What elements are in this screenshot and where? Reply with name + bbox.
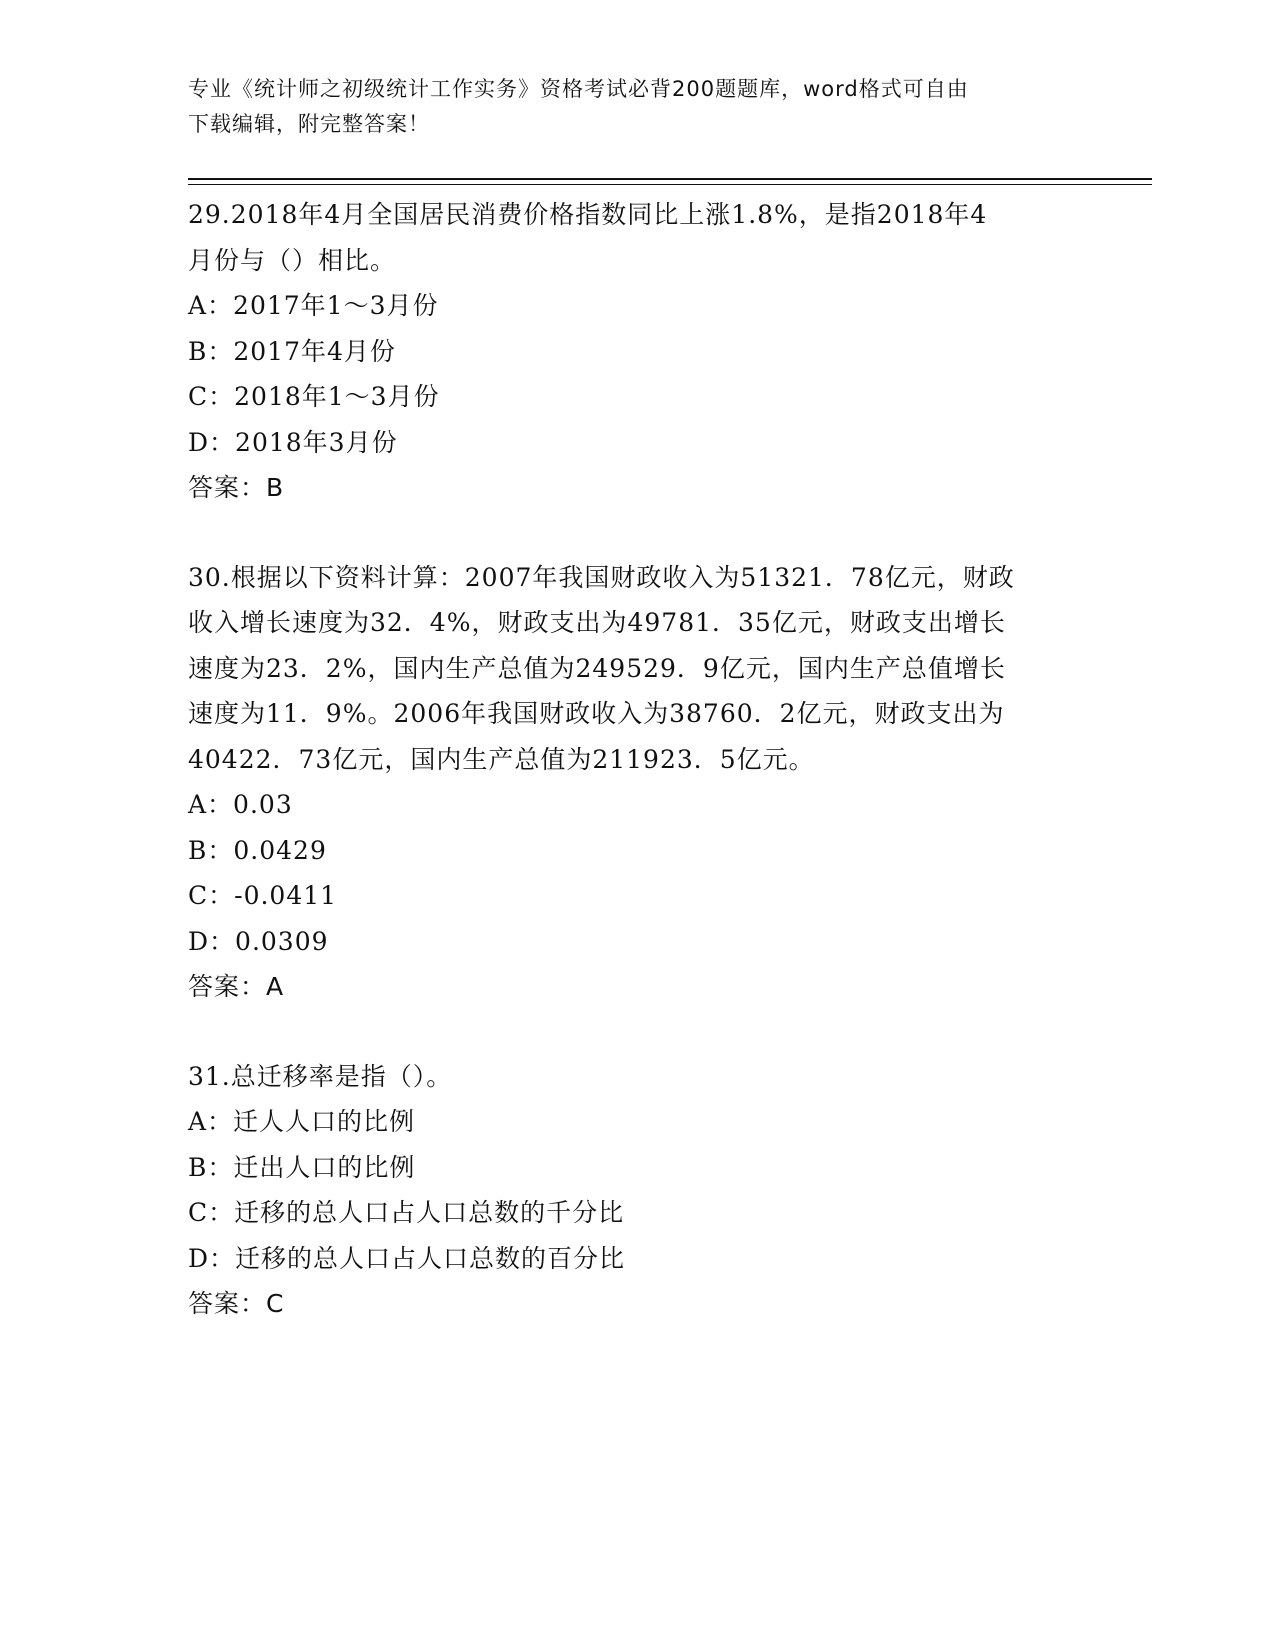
question-stem: 40422．73亿元，国内生产总值为211923．5亿元。	[188, 744, 815, 774]
question-stem: 月份与（）相比。	[188, 245, 397, 275]
option-a: A：2017年1～3月份	[188, 291, 439, 320]
option-a: A：迁人人口的比例	[188, 1107, 416, 1136]
header-divider-thin	[188, 184, 1152, 185]
option-b: B：0.0429	[188, 835, 327, 865]
header-divider	[188, 178, 1152, 180]
header-line: 下载编辑，附完整答案！	[188, 112, 430, 136]
question-stem: 30.根据以下资料计算：2007年我国财政收入为51321．78亿元，财政	[188, 562, 1015, 592]
question-30	[188, 555, 1128, 1010]
question-list	[188, 192, 1128, 1371]
question-stem: 速度为11．9%。2006年我国财政收入为38760．2亿元，财政支出为	[188, 699, 1005, 728]
option-c: C：2018年1～3月份	[188, 382, 440, 411]
option-b: B：2017年4月份	[188, 336, 396, 366]
question-stem: 收入增长速度为32．4%，财政支出为49781．35亿元，财政支出增长	[188, 608, 1006, 637]
option-c: C：迁移的总人口占人口总数的千分比	[188, 1198, 625, 1227]
option-a: A：0.03	[188, 790, 293, 819]
option-d: D：0.0309	[188, 926, 329, 956]
question-stem: 31.总迁移率是指（）。	[188, 1061, 453, 1091]
option-d: D：2018年3月份	[188, 427, 398, 457]
answer-line: 答案：A	[188, 972, 285, 1001]
option-d: D：迁移的总人口占人口总数的百分比	[188, 1243, 626, 1273]
question-29	[188, 192, 1128, 511]
header-line: 专业《统计师之初级统计工作实务》资格考试必背200题题库，word格式可自由	[188, 77, 969, 101]
option-c: C：-0.0411	[188, 881, 338, 910]
option-b: B：迁出人口的比例	[188, 1152, 416, 1182]
question-stem: 速度为23．2%，国内生产总值为249529．9亿元，国内生产总值增长	[188, 653, 1006, 683]
answer-line: 答案：B	[188, 473, 285, 502]
question-stem: 29.2018年4月全国居民消费价格指数同比上涨1.8%，是指2018年4	[188, 200, 988, 229]
answer-line: 答案：C	[188, 1289, 285, 1318]
document-header	[188, 72, 1088, 142]
question-31	[188, 1054, 1128, 1327]
